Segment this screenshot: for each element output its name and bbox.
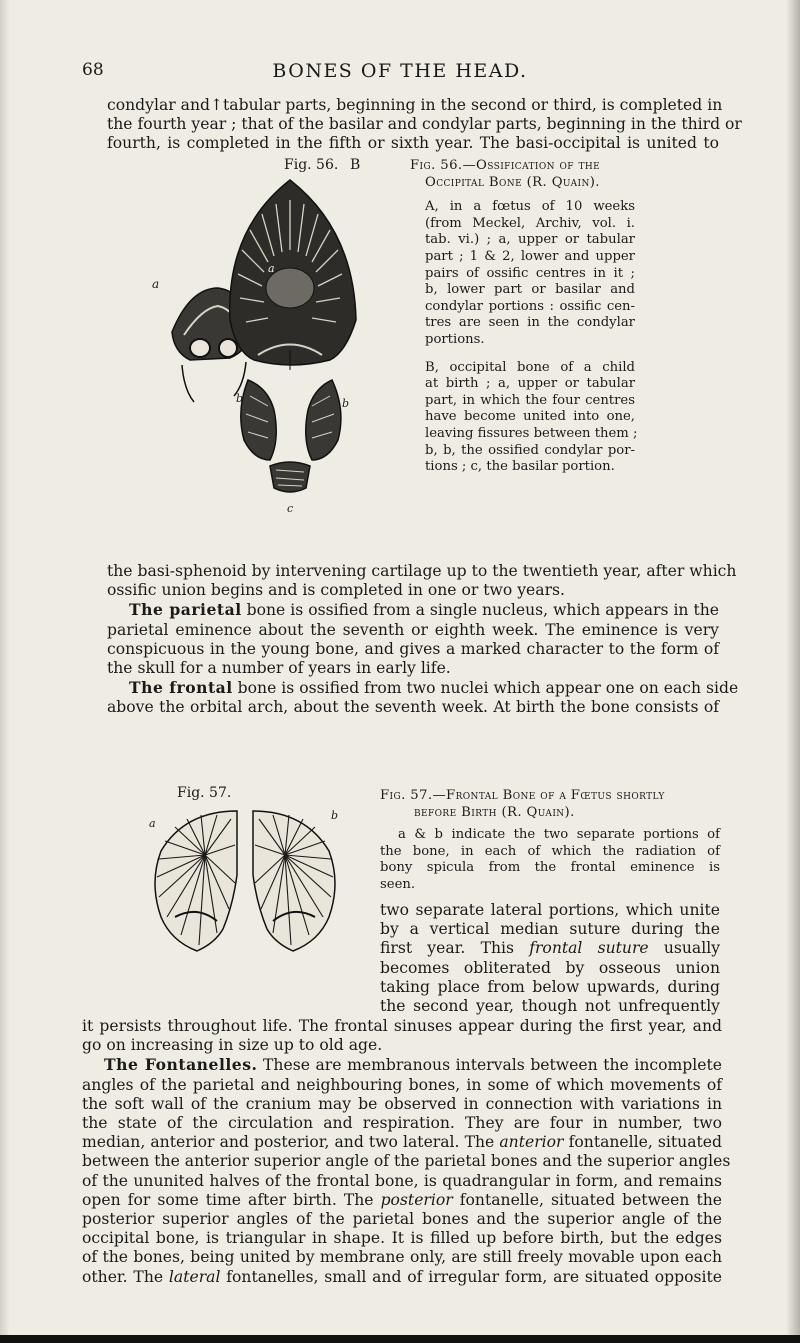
fig57-caption-title-line1: Fig. 57.—Frontal Bone of a Fœtus shortly: [380, 788, 665, 803]
caption-line: condylar portions : ossific cen-: [425, 298, 635, 314]
text-line: occipital bone, is triangular in shape. It is filled up before birth, but the edges: [82, 1229, 722, 1248]
caption-line: tions ; c, the basilar portion.: [425, 459, 615, 475]
text-fragment: fontanelle, situated: [568, 1133, 722, 1152]
caption-line: a & b indicate the two separate portions of: [398, 827, 720, 843]
text-line: the soft wall of the cranium may be observed in connection with variations in: [82, 1094, 722, 1113]
fig57-caption-body: [380, 827, 720, 893]
text-line: ossific union begins and is completed in one or two years.: [107, 581, 565, 600]
text-fragment: first year.: [380, 939, 466, 958]
fig57-right-half: [253, 811, 335, 951]
parietal-line: [107, 600, 719, 620]
fig56-label: Fig. 56.: [284, 157, 339, 173]
caption-line: tres are seen in the condylar: [425, 315, 635, 331]
text-line: angles of the parietal and neighbouring bones, in some of which movements of: [82, 1075, 722, 1094]
page-shadow-right: [786, 0, 800, 1343]
fig56-caption-a: [410, 199, 635, 348]
anterior-term: anterior: [499, 1133, 564, 1152]
fontanelles-heading: The Fontanelles.: [104, 1055, 258, 1075]
posterior-term: posterior: [380, 1190, 453, 1209]
fig56-label-b: B: [350, 157, 361, 173]
fig56-caption-b: [410, 359, 638, 476]
page-edge-bottom: [0, 1335, 800, 1343]
middle-paragraphs: [107, 562, 739, 718]
fig56-mark-c: c: [287, 502, 294, 515]
fig56-caption: [410, 158, 725, 476]
frontal-suture-term: frontal suture: [529, 939, 649, 958]
text-line: taking place from below upwards, during: [380, 977, 720, 996]
text-line: go on increasing in size up to old age.: [82, 1036, 383, 1055]
fig57-caption: [380, 788, 720, 894]
text-line: [82, 1133, 722, 1152]
text-fragment: median, anterior and posterior, and two lateral. The: [82, 1133, 495, 1152]
text-line: by a vertical median suture during the: [380, 920, 720, 939]
running-title: BONES OF THE HEAD.: [272, 60, 528, 82]
caption-line: B, occipital bone of a child: [425, 359, 635, 375]
fig56-caption-title-line1: Fig. 56.—Ossification of the: [410, 158, 601, 173]
caption-line: seen.: [380, 876, 416, 892]
fig56-mark-a: a: [152, 277, 160, 291]
text-line: above the orbital arch, about the seventh week. At birth the bone consists of: [107, 698, 719, 717]
caption-line: part, in which the four centres: [425, 392, 635, 408]
wrap-paragraph: [380, 901, 720, 1016]
fig57-mark-b: b: [331, 809, 339, 822]
fig57-illustration: [145, 805, 345, 955]
fig56-caption-title-line2: Occipital Bone (R. Quain).: [425, 174, 600, 190]
text-fragment: These are membranous intervals between the incomplete: [263, 1056, 722, 1075]
text-line: [380, 939, 720, 958]
fig56-caption-title: [410, 158, 725, 191]
fig56-b-drawing: [230, 180, 356, 370]
text-fragment: This: [480, 939, 514, 958]
fig57-label: Fig. 57.: [177, 785, 232, 801]
text-line: becomes obliterated by osseous union: [380, 958, 720, 977]
text-line: the second year, though not unfrequently: [380, 997, 720, 1016]
text-fragment: bone is ossified from two nuclei which appear one on each side: [237, 679, 739, 698]
fig56-illustration: [150, 170, 400, 530]
fig57-left-half: [155, 811, 237, 951]
fig56-mark-b-left: b: [236, 392, 244, 405]
text-fragment: other. The: [82, 1267, 164, 1286]
text-line: condylar and↑tabular parts, beginning in the second or third, is completed in: [107, 96, 723, 114]
text-line: posterior superior angles of the parietal bones and the superior angle of the: [82, 1210, 722, 1229]
frontal-heading: The frontal: [129, 678, 233, 698]
caption-line: the bone, in each of which the radiation of: [380, 843, 720, 859]
text-fragment: bone is ossified from a single nucleus, which appears in the: [246, 601, 719, 620]
fig57-mark-a: a: [149, 817, 156, 830]
bottom-paragraphs: [82, 1017, 731, 1287]
page-number: 68: [82, 60, 104, 80]
text-fragment: open for some time after birth. The: [82, 1190, 374, 1209]
fig56-mark-b-right: b: [342, 397, 350, 410]
fig56-mark-a-top: a: [268, 262, 275, 275]
caption-line: portions.: [425, 331, 485, 347]
caption-line: A, in a fœtus of 10 weeks: [425, 199, 635, 215]
caption-line: tab. vi.) ; a, upper or tabular: [425, 232, 635, 248]
text-line: it persists throughout life. The frontal sinuses appear during the first year, and: [82, 1017, 722, 1035]
text-fragment: fontanelle, situated between the: [459, 1190, 722, 1209]
text-line: [82, 1191, 722, 1210]
fig57-caption-title: [380, 788, 720, 821]
caption-line: b, lower part or basilar and: [425, 282, 635, 298]
text-line: two separate lateral portions, which unite: [380, 901, 720, 919]
text-line: the fourth year ; that of the basilar and condylar parts, beginning in the third or: [107, 115, 742, 134]
text-line: of the bones, being united by membrane only, are still freely movable upon each: [82, 1248, 722, 1267]
intro-paragraph: [107, 96, 742, 154]
text-line: the state of the circulation and respiration. They are four in number, two: [82, 1114, 722, 1133]
caption-line: (from Meckel, Archiv, vol. i.: [425, 215, 635, 231]
text-line: between the anterior superior angle of the parietal bones and the superior angles: [82, 1152, 731, 1171]
caption-line: at birth ; a, upper or tabular: [425, 376, 635, 392]
text-line: fourth, is completed in the fifth or sixth year. The basi-occipital is united to: [107, 134, 719, 153]
page-shadow-left: [0, 0, 10, 1343]
text-line: conspicuous in the young bone, and gives a marked character to the form of: [107, 639, 719, 658]
parietal-heading: The parietal: [129, 600, 242, 620]
caption-line: have become united into one,: [425, 409, 635, 425]
caption-line: bony spicula from the frontal eminence is: [380, 860, 720, 876]
caption-line: b, b, the ossified condylar por-: [425, 442, 635, 458]
fontanelles-line: [82, 1055, 722, 1075]
text-line: of the ununited halves of the frontal bone, is quadrangular in form, and remains: [82, 1171, 722, 1190]
caption-line: pairs of ossific centres in it ;: [425, 265, 635, 281]
text-fragment: fontanelles, small and of irregular form, are situated opposite: [226, 1267, 722, 1286]
text-line: the basi-sphenoid by intervening cartilage up to the twentieth year, after which: [107, 562, 737, 580]
fig57-caption-title-line2: before Birth (R. Quain).: [414, 804, 575, 820]
caption-line: part ; 1 & 2, lower and upper: [425, 248, 635, 264]
caption-line: leaving fissures between them ;: [425, 425, 638, 441]
text-line: the skull for a number of years in early life.: [107, 659, 451, 678]
lateral-term: lateral: [168, 1267, 221, 1286]
frontal-line: [107, 678, 739, 698]
text-line: [82, 1268, 722, 1287]
text-line: parietal eminence about the seventh or eighth week. The eminence is very: [107, 620, 719, 639]
text-fragment: usually: [663, 939, 721, 958]
fig56-condylar-drawing: [241, 380, 341, 492]
